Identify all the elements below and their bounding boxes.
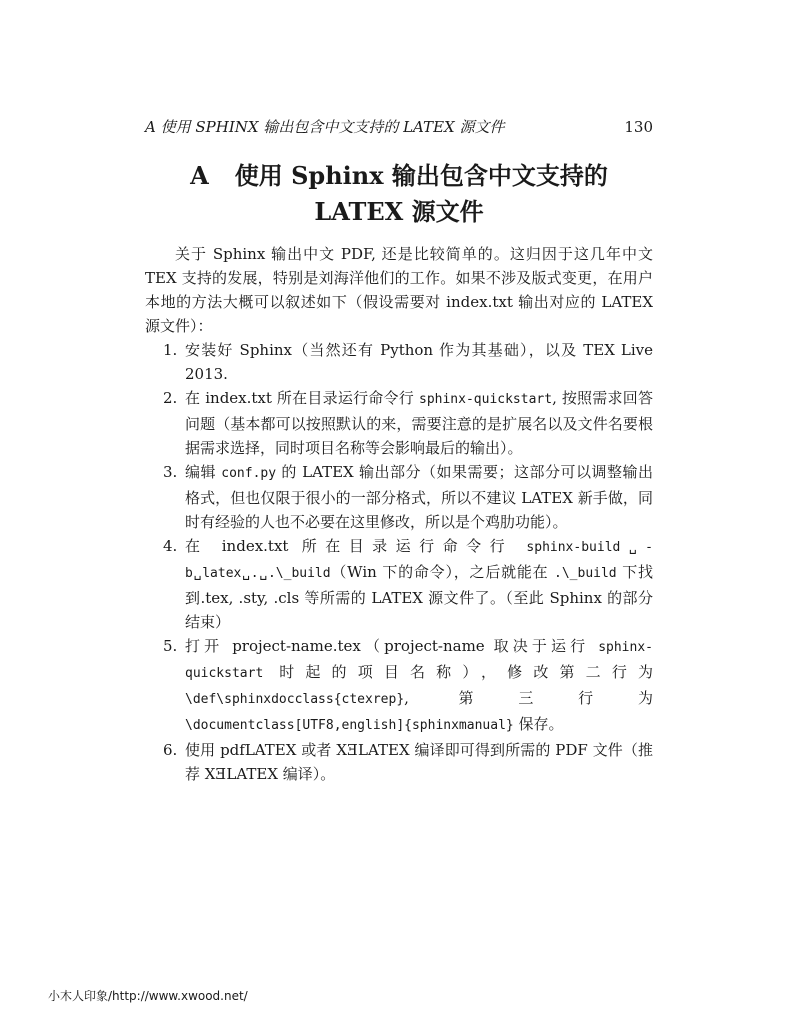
section-title-line2: LATEX 源文件 [314, 197, 484, 226]
step-item [145, 738, 653, 786]
page-number: 130 [624, 118, 653, 136]
step-text: 使用 pdfLATEX 或者 XƎLATEX 编译即可得到所需的 PDF 文件（推荐 XƎLATEX 编译）。 [185, 741, 653, 783]
steps-list [145, 338, 653, 786]
step-text: 下找到.tex, .sty, .cls 等所需的 LATEX 源文件了。（至此 Sphinx 的部分结束） [185, 563, 653, 631]
step-text: 在 index.txt 所在目录运行命令行 [185, 389, 419, 407]
step-text: 在 index.txt 所在目录运行命令行 [185, 537, 527, 555]
step-marker: 3. [163, 463, 178, 481]
latex-code: \documentclass[UTF8,english]{sphinxmanual} [185, 718, 514, 733]
intro-paragraph: 关于 Sphinx 输出中文 PDF, 还是比较简单的。这归因于这几年中文 TEX 支持的发展，特别是刘海洋他们的工作。如果不涉及版式变更，在用户本地的方法大概可以叙述如下（假设需要对 index.txt 输出对应的 LATEX 源文件）： [145, 245, 653, 335]
page-header [145, 116, 653, 138]
step-item [145, 634, 653, 738]
step-marker: 2. [163, 389, 178, 407]
path-code: .\_build [554, 566, 617, 581]
step-marker: 5. [163, 637, 178, 655]
step-text: 安装好 Sphinx（当然还有 Python 作为其基础），以及 TEX Live 2013. [185, 341, 653, 383]
command-code: sphinx-quickstart [185, 640, 653, 681]
step-text: （Win 下的命令），之后就能在 [330, 563, 555, 581]
section-title-text: 使用 Sphinx 输出包含中文支持的 [234, 161, 608, 190]
step-text: 保存。 [513, 715, 564, 733]
step-text: , 第三行为 [404, 689, 653, 707]
running-header-title: A 使用 SPHINX 输出包含中文支持的 LATEX 源文件 [145, 118, 505, 136]
step-marker: 4. [163, 537, 178, 555]
command-code: sphinx-build␣-b␣latex␣.␣.\_build [185, 540, 653, 581]
step-marker: 6. [163, 741, 178, 759]
step-text: 打开 project-name.tex（project-name 取决于运行 [185, 637, 599, 655]
filename-code: conf.py [221, 466, 277, 481]
latex-code: \def\sphinxdocclass{ctexrep} [185, 692, 405, 707]
section-title [145, 158, 653, 230]
step-text: 时起的项目名称），修改第二行为 [263, 663, 653, 681]
command-code: sphinx-quickstart [419, 392, 553, 407]
step-marker: 1. [163, 341, 178, 359]
step-item [145, 386, 653, 460]
section-number: A [190, 161, 209, 190]
step-text: 编辑 [185, 463, 222, 481]
step-text: 的 LATEX 输出部分（如果需要；这部分可以调整输出格式，但也仅限于很小的一部分格式，所以不建议 LATEX 新手做，同时有经验的人也不必要在这里修改，所以是个鸡肋功能）。 [185, 463, 653, 531]
step-item [145, 338, 653, 386]
section-title-line1 [145, 158, 653, 194]
body-text [145, 242, 653, 786]
step-item [145, 460, 653, 534]
step-text: , 按照需求回答问题（基本都可以按照默认的来，需要注意的是扩展名以及文件名要根据需求选择，同时项目名称等会影响最后的输出）。 [185, 389, 653, 457]
step-item [145, 534, 653, 634]
footer-credit: 小木人印象/http://www.xwood.net/ [48, 989, 248, 1003]
